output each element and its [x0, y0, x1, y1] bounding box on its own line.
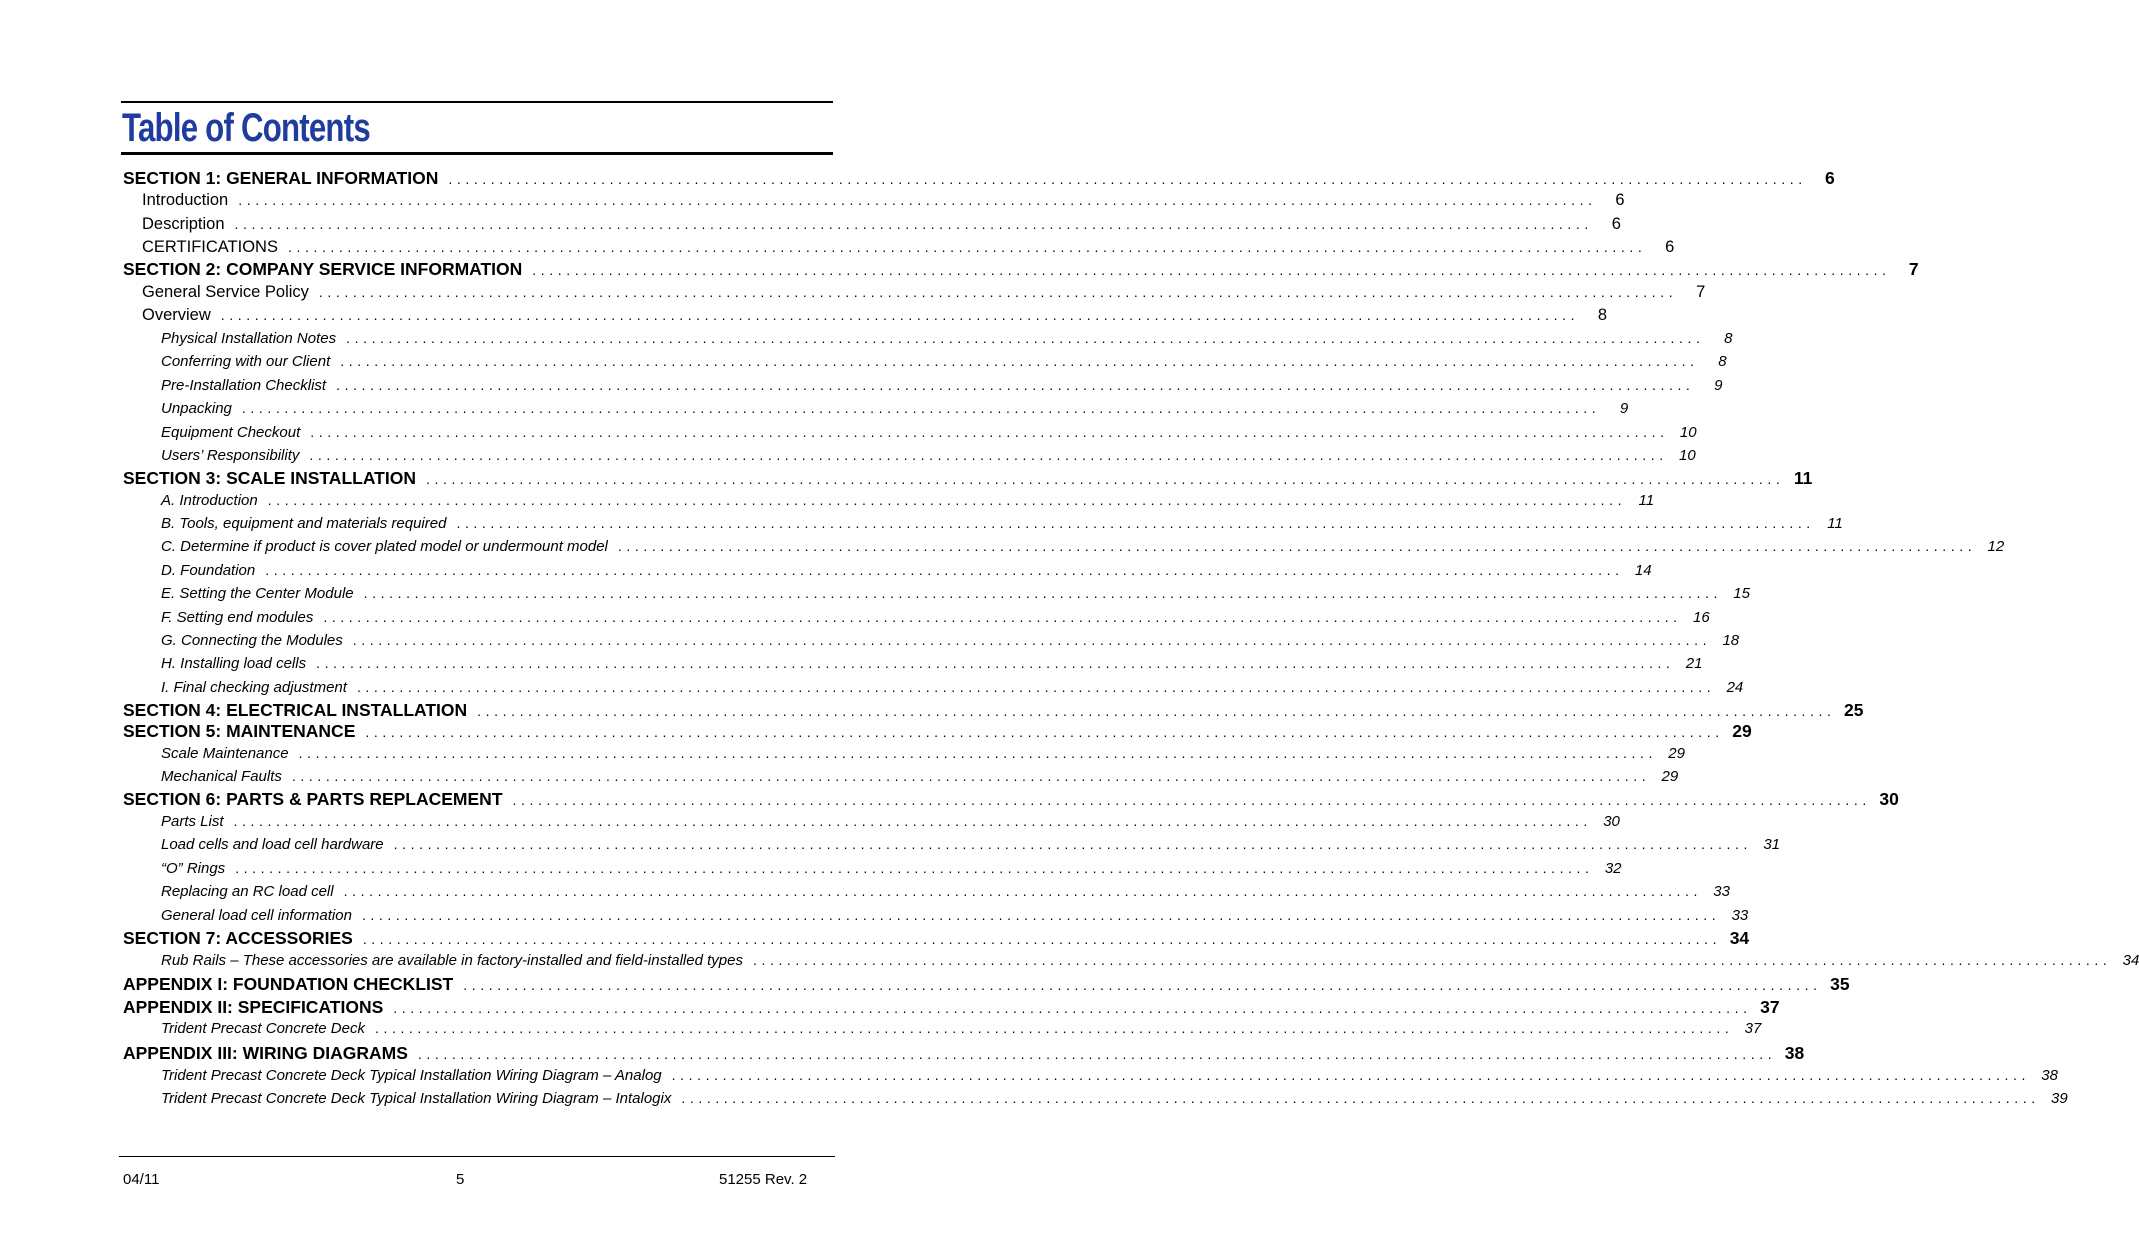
toc-entry-page: 31	[1763, 836, 1780, 853]
toc-entry-label: APPENDIX III: WIRING DIAGRAMS	[123, 1043, 408, 1063]
toc-entry[interactable]	[161, 1090, 2068, 1107]
toc-entry-label: E. Setting the Center Module	[161, 585, 354, 602]
toc-entry[interactable]	[123, 789, 1899, 810]
toc-entry-label: Parts List	[161, 813, 224, 830]
toc-entry[interactable]	[161, 655, 1703, 672]
toc-dot-leader: ................................................................................................................................................................	[417, 1046, 1777, 1062]
toc-entry-page: 38	[1784, 1043, 1805, 1063]
toc-entry-page: 6	[1611, 215, 1621, 233]
toc-entry-label: Rub Rails – These accessories are available in factory-installed and field-installed types	[161, 952, 743, 969]
toc-entry[interactable]	[161, 538, 2005, 555]
toc-entry[interactable]	[123, 259, 1919, 280]
toc-dot-leader: ................................................................................................................................................................	[617, 538, 1977, 554]
toc-entry-label: Unpacking	[161, 400, 232, 417]
toc-entry-label: Equipment Checkout	[161, 424, 301, 441]
toc-dot-leader: ................................................................................................................................................................	[425, 471, 1785, 487]
toc-dot-leader: ................................................................................................................................................................	[477, 703, 1836, 719]
toc-entry[interactable]	[161, 330, 1733, 347]
toc-dot-leader: ................................................................................................................................................................	[352, 632, 1712, 648]
toc-entry-page: 37	[1760, 997, 1780, 1017]
toc-entry-page: 35	[1830, 974, 1850, 994]
toc-entry-label: SECTION 5: MAINTENANCE	[123, 721, 356, 741]
toc-entry-page: 21	[1685, 655, 1703, 672]
toc-entry-page: 16	[1692, 609, 1710, 626]
toc-entry-page: 33	[1713, 883, 1730, 900]
toc-entry-page: 29	[1732, 721, 1752, 741]
toc-entry-page: 11	[1638, 492, 1655, 509]
toc-entry[interactable]	[123, 700, 1864, 721]
toc-entry-page: 7	[1696, 283, 1706, 301]
toc-dot-leader: ................................................................................................................................................................	[363, 585, 1722, 601]
toc-entry-page: 15	[1733, 585, 1750, 602]
toc-entry-page: 8	[1718, 353, 1727, 370]
toc-entry-label: D. Foundation	[161, 562, 256, 579]
toc-entry[interactable]	[142, 283, 1706, 302]
toc-dot-leader: ................................................................................................................................................................	[512, 792, 1871, 808]
page-title: Table of Contents	[122, 106, 370, 150]
toc-dot-leader: ................................................................................................................................................................	[346, 330, 1705, 346]
toc-entry-page: 32	[1604, 860, 1622, 877]
toc-entry-page: 10	[1679, 447, 1696, 464]
toc-entry-page: 8	[1724, 330, 1733, 347]
toc-dot-leader: ................................................................................................................................................................	[356, 679, 1716, 695]
toc-entry-page: 29	[1668, 745, 1685, 762]
toc-dot-leader: ................................................................................................................................................................	[241, 400, 1601, 416]
toc-dot-leader: ................................................................................................................................................................	[681, 1090, 2040, 1106]
toc-entry-label: Description	[142, 215, 225, 233]
toc-entry-label: SECTION 7: ACCESSORIES	[123, 928, 353, 948]
footer-page-number: 5	[456, 1171, 465, 1188]
toc-entry-label: General Service Policy	[142, 283, 309, 301]
toc-entry-label: SECTION 3: SCALE INSTALLATION	[123, 468, 416, 488]
toc-dot-leader: ................................................................................................................................................................	[233, 813, 1592, 829]
toc-dot-leader: ................................................................................................................................................................	[336, 377, 1695, 393]
toc-dot-leader: ................................................................................................................................................................	[448, 171, 1807, 187]
toc-dot-leader: ................................................................................................................................................................	[323, 609, 1682, 625]
toc-dot-leader: ................................................................................................................................................................	[671, 1067, 2030, 1083]
toc-entry-page: 7	[1908, 259, 1919, 279]
toc-dot-leader: ................................................................................................................................................................	[265, 562, 1624, 578]
toc-dot-leader: ................................................................................................................................................................	[318, 284, 1678, 300]
toc-entry-label: C. Determine if product is cover plated model or undermount model	[161, 538, 608, 555]
toc-entry[interactable]	[161, 768, 1679, 785]
toc-entry-page: 24	[1726, 679, 1744, 696]
toc-entry[interactable]	[161, 952, 2139, 969]
toc-entry[interactable]	[161, 883, 1730, 900]
toc-dot-leader: ................................................................................................................................................................	[220, 307, 1580, 323]
toc-entry-page: 25	[1844, 700, 1864, 720]
toc-entry-label: B. Tools, equipment and materials required	[161, 515, 447, 532]
toc-entry-page: 12	[1987, 538, 2005, 555]
toc-entry-page: 30	[1879, 789, 1899, 809]
toc-entry-page: 14	[1634, 562, 1652, 579]
toc-entry-label: SECTION 2: COMPANY SERVICE INFORMATION	[123, 259, 523, 279]
toc-entry[interactable]	[123, 721, 1752, 742]
toc-entry[interactable]	[161, 609, 1710, 626]
toc-dot-leader: ................................................................................................................................................................	[752, 952, 2112, 968]
toc-entry-page: 34	[2122, 952, 2139, 969]
toc-entry-label: “O” Rings	[161, 860, 226, 877]
toc-entry-label: G. Connecting the Modules	[161, 632, 343, 649]
toc-entry-page: 10	[1679, 424, 1697, 441]
toc-entry[interactable]	[161, 907, 1749, 924]
footer-doc-id: 51255 Rev. 2	[719, 1171, 808, 1188]
toc-entry-label: H. Installing load cells	[161, 655, 307, 672]
toc-entry[interactable]	[161, 585, 1750, 602]
toc-entry-label: Trident Precast Concrete Deck Typical Installation Wiring Diagram – Intalogix	[161, 1090, 672, 1107]
toc-entry-label: Physical Installation Notes	[161, 330, 337, 347]
toc-entry[interactable]	[161, 424, 1697, 441]
toc-entry-label: General load cell information	[161, 907, 352, 924]
toc-entry[interactable]	[161, 679, 1744, 696]
toc-dot-leader: ................................................................................................................................................................	[361, 907, 1721, 923]
toc-entry[interactable]	[161, 1067, 2058, 1084]
toc-entry-label: SECTION 1: GENERAL INFORMATION	[123, 168, 439, 188]
toc-dot-leader: ................................................................................................................................................................	[238, 192, 1597, 208]
footer-rule	[119, 1156, 835, 1157]
toc-entry[interactable]	[123, 928, 1750, 949]
toc-entry[interactable]	[123, 168, 1835, 189]
toc-entry[interactable]	[161, 836, 1780, 853]
toc-dot-leader: ................................................................................................................................................................	[235, 860, 1594, 876]
toc-dot-leader: ................................................................................................................................................................	[291, 768, 1651, 784]
toc-entry[interactable]	[123, 1043, 1805, 1064]
toc-entry-page: 29	[1661, 768, 1679, 785]
toc-entry-page: 6	[1665, 238, 1675, 256]
toc-entry-label: I. Final checking adjustment	[161, 679, 347, 696]
toc-entry-page: 39	[2051, 1090, 2068, 1107]
toc-entry-page: 6	[1615, 191, 1625, 209]
toc-entry-label: Trident Precast Concrete Deck	[161, 1020, 365, 1037]
toc-dot-leader: ................................................................................................................................................................	[316, 655, 1675, 671]
toc-entry-label: APPENDIX I: FOUNDATION CHECKLIST	[123, 974, 454, 994]
toc-entry[interactable]	[161, 562, 1652, 579]
toc-entry-page: 11	[1793, 468, 1813, 488]
toc-entry-label: APPENDIX II: SPECIFICATIONS	[123, 997, 384, 1017]
toc-entry[interactable]	[142, 238, 1675, 257]
toc-dot-leader: ................................................................................................................................................................	[456, 515, 1815, 531]
toc-dot-leader: ................................................................................................................................................................	[309, 447, 1668, 463]
toc-entry[interactable]	[161, 632, 1740, 649]
toc-entry[interactable]	[142, 191, 1625, 210]
toc-entry[interactable]	[161, 377, 1723, 394]
toc-entry[interactable]	[161, 860, 1622, 877]
toc-entry[interactable]	[161, 515, 1843, 532]
toc-dot-leader: ................................................................................................................................................................	[340, 353, 1699, 369]
toc-entry-label: Trident Precast Concrete Deck Typical Installation Wiring Diagram – Analog	[161, 1067, 662, 1084]
toc-entry-label: F. Setting end modules	[161, 609, 314, 626]
toc-entry-page: 11	[1827, 515, 1843, 532]
toc-entry[interactable]	[142, 215, 1621, 234]
toc-dot-leader: ................................................................................................................................................................	[463, 977, 1822, 993]
toc-entry-page: 6	[1824, 168, 1835, 188]
toc-entry-label: Load cells and load cell hardware	[161, 836, 384, 853]
toc-entry[interactable]	[161, 400, 1629, 417]
toc-entry-label: Replacing an RC load cell	[161, 883, 334, 900]
toc-entry-label: Conferring with our Client	[161, 353, 331, 370]
toc-dot-leader: ................................................................................................................................................................	[310, 424, 1669, 440]
toc-dot-leader: ................................................................................................................................................................	[287, 239, 1647, 255]
toc-entry-label: Users’ Responsibility	[161, 447, 300, 464]
toc-entry[interactable]	[161, 353, 1727, 370]
toc-dot-leader: ................................................................................................................................................................	[343, 883, 1702, 899]
footer-date: 04/11	[123, 1171, 160, 1188]
toc-entry-label: Introduction	[142, 191, 229, 209]
toc-entry-page: 18	[1722, 632, 1740, 649]
toc-entry-page: 34	[1729, 928, 1750, 948]
toc-dot-leader: ................................................................................................................................................................	[362, 931, 1722, 947]
toc-entry-label: Pre-Installation Checklist	[161, 377, 327, 394]
toc-dot-leader: ................................................................................................................................................................	[267, 492, 1627, 508]
toc-dot-leader: ................................................................................................................................................................	[365, 724, 1724, 740]
toc-entry-page: 37	[1744, 1020, 1762, 1037]
toc-entry-page: 33	[1731, 907, 1749, 924]
toc-entry-label: Scale Maintenance	[161, 745, 289, 762]
toc-entry-page: 38	[2041, 1067, 2058, 1084]
toc-dot-leader: ................................................................................................................................................................	[393, 836, 1752, 852]
toc-entry[interactable]	[161, 492, 1655, 509]
toc-entry[interactable]	[123, 974, 1850, 995]
toc-entry-label: CERTIFICATIONS	[142, 238, 278, 256]
toc-entry-page: 8	[1597, 306, 1608, 324]
toc-dot-leader: ................................................................................................................................................................	[234, 216, 1593, 232]
toc-entry[interactable]	[161, 1020, 1762, 1037]
toc-entry-label: SECTION 4: ELECTRICAL INSTALLATION	[123, 700, 468, 720]
toc-entry[interactable]	[161, 447, 1696, 464]
toc-entry[interactable]	[161, 813, 1620, 830]
toc-entry-page: 9	[1619, 400, 1629, 417]
toc-entry[interactable]	[123, 997, 1780, 1018]
toc-dot-leader: ................................................................................................................................................................	[374, 1020, 1734, 1036]
toc-entry-label: Overview	[142, 306, 211, 324]
toc-entry[interactable]	[161, 745, 1685, 762]
toc-entry-page: 30	[1603, 813, 1620, 830]
toc-dot-leader: ................................................................................................................................................................	[298, 745, 1657, 761]
toc-entry[interactable]	[123, 468, 1813, 489]
toc-dot-leader: ................................................................................................................................................................	[532, 262, 1891, 278]
toc-entry-label: A. Introduction	[161, 492, 258, 509]
toc-entry[interactable]	[142, 306, 1608, 325]
toc-dot-leader: ................................................................................................................................................................	[393, 1000, 1752, 1016]
toc-entry-label: SECTION 6: PARTS & PARTS REPLACEMENT	[123, 789, 503, 809]
toc-entry-page: 9	[1714, 377, 1723, 394]
toc-entry-label: Mechanical Faults	[161, 768, 282, 785]
